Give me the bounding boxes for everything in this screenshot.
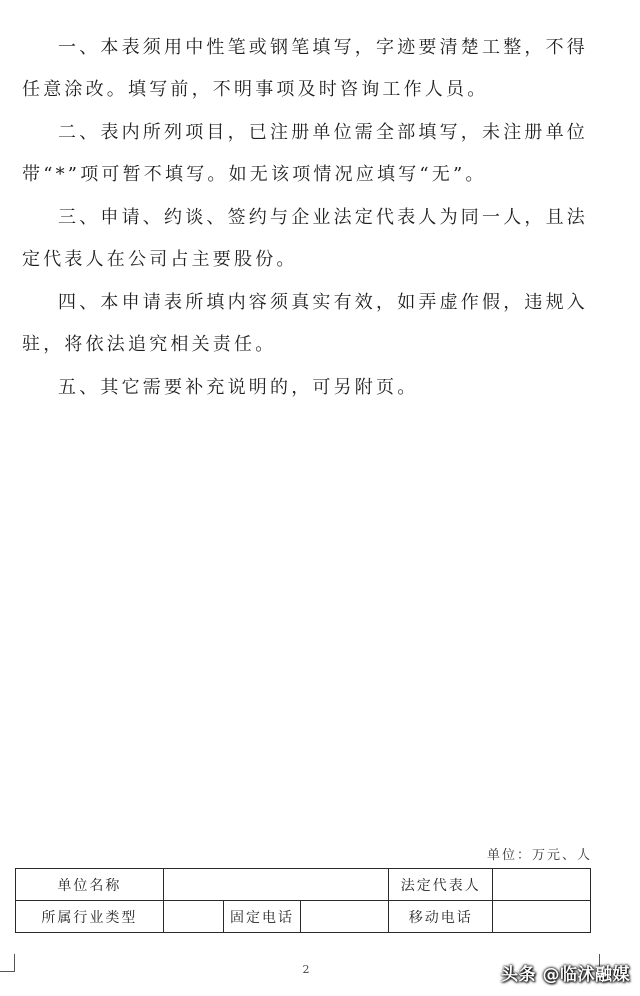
table-row xyxy=(16,869,591,901)
instruction-2: 二、表内所列项目，已注册单位需全部填写，未注册单位带“*”项可暂不填写。如无该项情况应填写“无”。 xyxy=(22,122,588,185)
instruction-3: 三、申请、约谈、签约与企业法定代表人为同一人，且法定代表人在公司占主要股份。 xyxy=(22,207,588,270)
instruction-5: 五、其它需要补充说明的，可另附页。 xyxy=(58,377,419,398)
table-row xyxy=(16,901,591,933)
industry-field[interactable] xyxy=(163,901,223,933)
unit-name-field[interactable] xyxy=(163,869,389,901)
instruction-4: 四、本申请表所填内容须真实有效，如弄虚作假，违规入驻，将依法追究相关责任。 xyxy=(22,292,588,355)
instruction-1: 一、本表须用中性笔或钢笔填写，字迹要清楚工整，不得任意涂改。填写前，不明事项及时咨询工作人员。 xyxy=(22,37,588,100)
mobile-label: 移动电话 xyxy=(389,901,493,933)
landline-field[interactable] xyxy=(301,901,389,933)
unit-name-label: 单位名称 xyxy=(16,869,164,901)
page-number: 2 xyxy=(302,963,310,976)
application-form-table xyxy=(15,868,591,933)
mobile-field[interactable] xyxy=(493,901,591,933)
legal-rep-label: 法定代表人 xyxy=(389,869,493,901)
industry-label: 所属行业类型 xyxy=(16,901,164,933)
watermark: 头条 @临沭融媒 xyxy=(501,965,630,985)
legal-rep-field[interactable] xyxy=(493,869,591,901)
landline-label: 固定电话 xyxy=(223,901,301,933)
unit-note: 单位：万元、人 xyxy=(486,848,592,863)
